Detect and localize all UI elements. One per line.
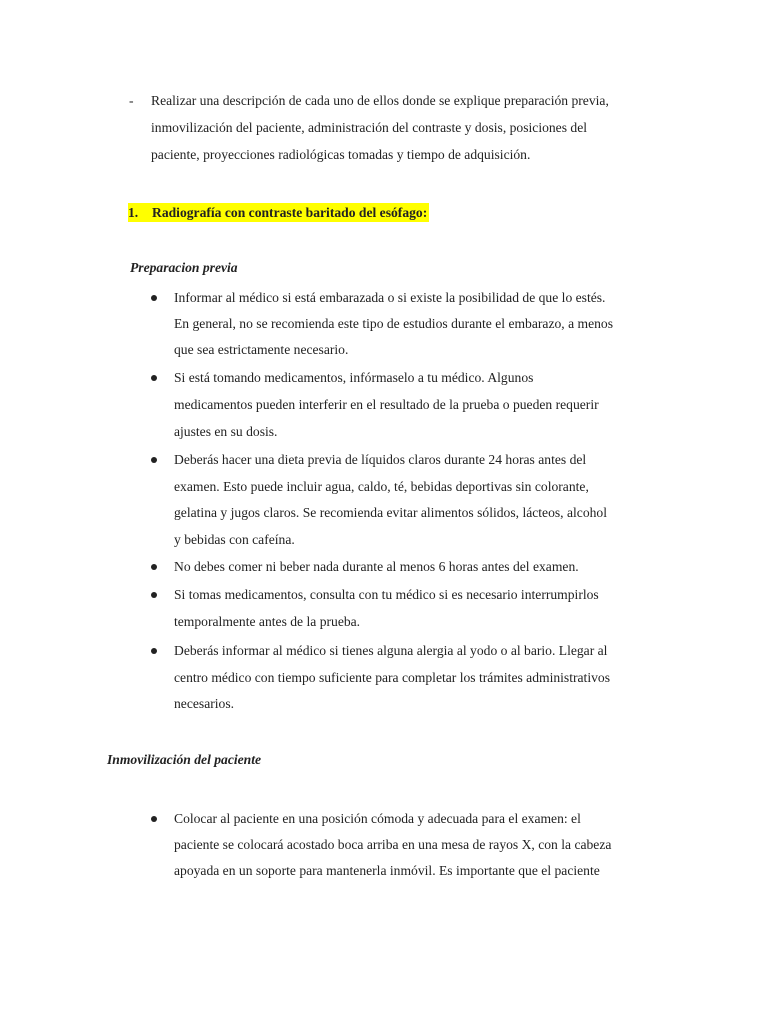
list-item-line: centro médico con tiempo suficiente para completar los trámites administrativos bbox=[174, 670, 610, 685]
bullet-icon bbox=[151, 375, 157, 381]
section-heading bbox=[128, 203, 429, 222]
list-item-line: Colocar al paciente en una posición cómoda y adecuada para el examen: el bbox=[174, 811, 581, 826]
list-item-line: ajustes en su dosis. bbox=[174, 424, 278, 439]
list-item-line: Si tomas medicamentos, consulta con tu médico si es necesario interrumpirlos bbox=[174, 587, 599, 602]
bullet-icon bbox=[151, 564, 157, 570]
list-item-line: necesarios. bbox=[174, 696, 235, 711]
list-item-line: medicamentos pueden interferir en el resultado de la prueba o pueden requerir bbox=[174, 397, 599, 412]
subheading-preparacion: Preparacion previa bbox=[130, 260, 238, 275]
intro-line: inmovilización del paciente, administración del contraste y dosis, posiciones del bbox=[151, 120, 588, 135]
list-item-line: En general, no se recomienda este tipo de estudios durante el embarazo, a menos bbox=[174, 316, 613, 331]
list-item-line: y bebidas con cafeína. bbox=[174, 532, 295, 547]
list-item-line: examen. Esto puede incluir agua, caldo, té, bebidas deportivas sin colorante, bbox=[174, 479, 589, 494]
bullet-icon bbox=[151, 648, 157, 654]
list-item-line: Si está tomando medicamentos, infórmaselo a tu médico. Algunos bbox=[174, 370, 534, 385]
bullet-icon bbox=[151, 457, 157, 463]
intro-line: Realizar una descripción de cada uno de ellos donde se explique preparación previa, bbox=[151, 93, 609, 108]
bullet-icon bbox=[151, 816, 157, 822]
section-heading-number: 1. bbox=[128, 205, 139, 220]
bullet-icon bbox=[151, 592, 157, 598]
list-item-line: que sea estrictamente necesario. bbox=[174, 342, 349, 357]
list-item-line: Informar al médico si está embarazada o si existe la posibilidad de que lo estés. bbox=[174, 290, 606, 305]
subheading-inmovilizacion: Inmovilización del paciente bbox=[107, 752, 262, 767]
list-item-line: gelatina y jugos claros. Se recomienda evitar alimentos sólidos, lácteos, alcohol bbox=[174, 505, 607, 520]
section-heading-text: Radiografía con contraste baritado del esófago: bbox=[152, 205, 428, 220]
list-item-line: paciente se colocará acostado boca arriba en una mesa de rayos X, con la cabeza bbox=[174, 837, 612, 852]
list-item-line: No debes comer ni beber nada durante al menos 6 horas antes del examen. bbox=[174, 559, 579, 574]
list-item-line: apoyada en un soporte para mantenerla inmóvil. Es importante que el paciente bbox=[174, 863, 600, 878]
bullet-icon bbox=[151, 295, 157, 301]
list-item-line: temporalmente antes de la prueba. bbox=[174, 614, 361, 629]
intro-line: paciente, proyecciones radiológicas tomadas y tiempo de adquisición. bbox=[151, 147, 531, 162]
list-item-line: Deberás hacer una dieta previa de líquidos claros durante 24 horas antes del bbox=[174, 452, 587, 467]
dash-marker: - bbox=[129, 93, 134, 108]
list-item-line: Deberás informar al médico si tienes alguna alergia al yodo o al bario. Llegar al bbox=[174, 643, 608, 658]
